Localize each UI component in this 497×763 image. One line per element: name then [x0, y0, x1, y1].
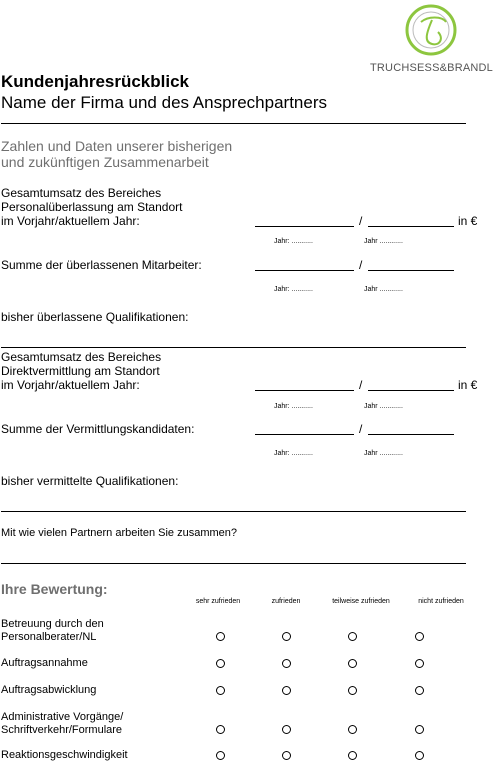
radio-satisfied[interactable]	[282, 725, 291, 734]
q2-slash: /	[359, 258, 363, 272]
rating-col-not-satisfied: nicht zufrieden	[418, 598, 464, 605]
radio-satisfied[interactable]	[282, 686, 291, 695]
radio-satisfied[interactable]	[282, 659, 291, 668]
q3-field[interactable]	[1, 347, 466, 348]
q4-label-line: Gesamtumsatz des Bereiches	[1, 350, 162, 364]
q4-label-line: Direktvermittlung am Standort	[1, 364, 160, 378]
radio-very-satisfied[interactable]	[216, 725, 225, 734]
section-intro	[1, 138, 232, 170]
section-intro-line: Zahlen und Daten unserer bisherigen	[1, 138, 233, 154]
logo-emblem-icon	[366, 0, 497, 64]
q7-label: Mit wie vielen Partnern arbeiten Sie zusammen?	[1, 527, 238, 539]
radio-not-satisfied[interactable]	[415, 632, 424, 641]
radio-very-satisfied[interactable]	[216, 632, 225, 641]
q5-field-prev-year[interactable]	[255, 434, 354, 435]
q4-unit: in €	[458, 378, 478, 392]
q4-year2: Jahr ............	[364, 403, 403, 410]
q2-year2: Jahr ............	[364, 286, 403, 293]
radio-satisfied[interactable]	[282, 751, 291, 760]
rating-row-label-line: Administrative Vorgänge/	[1, 711, 124, 723]
q5-year1: Jahr: ...........	[274, 450, 313, 457]
radio-not-satisfied[interactable]	[415, 725, 424, 734]
rating-heading: Ihre Bewertung:	[1, 581, 108, 597]
section-intro-line: und zukünftigen Zusammenarbeit	[1, 154, 209, 170]
q4-label	[1, 350, 161, 392]
radio-not-satisfied[interactable]	[415, 751, 424, 760]
radio-very-satisfied[interactable]	[216, 659, 225, 668]
rating-row-label-line: Personalberater/NL	[1, 631, 97, 643]
q1-field-prev-year[interactable]	[255, 226, 354, 227]
q1-field-current-year[interactable]	[368, 226, 454, 227]
q4-field-prev-year[interactable]	[255, 390, 354, 391]
radio-partly-satisfied[interactable]	[348, 686, 357, 695]
q5-label: Summe der Vermittlungskandidaten:	[1, 422, 195, 436]
q2-year1: Jahr: ...........	[274, 286, 313, 293]
radio-partly-satisfied[interactable]	[348, 659, 357, 668]
q4-slash: /	[359, 378, 363, 392]
page-subtitle: Name der Firma und des Ansprechpartners	[1, 93, 327, 112]
q4-field-current-year[interactable]	[368, 390, 454, 391]
q1-slash: /	[359, 214, 363, 228]
radio-not-satisfied[interactable]	[415, 686, 424, 695]
q1-label-line: Personalüberlassung am Standort	[1, 200, 183, 214]
q4-label-line: im Vorjahr/aktuellem Jahr:	[1, 378, 140, 392]
q6-field[interactable]	[1, 511, 466, 512]
logo-text: TRUCHSESS&BRANDL	[369, 62, 493, 74]
rating-row-label: Auftragsabwicklung	[1, 684, 97, 696]
q6-label: bisher vermittelte Qualifikationen:	[1, 474, 179, 488]
radio-satisfied[interactable]	[282, 632, 291, 641]
radio-not-satisfied[interactable]	[415, 659, 424, 668]
rating-col-satisfied: zufrieden	[271, 598, 301, 605]
q2-field-prev-year[interactable]	[255, 270, 354, 271]
page-title: Kundenjahresrückblick	[1, 72, 190, 91]
q1-year2: Jahr ............	[364, 238, 403, 245]
q7-field[interactable]	[1, 563, 466, 564]
q1-label	[1, 186, 182, 228]
q2-field-current-year[interactable]	[368, 270, 454, 271]
radio-partly-satisfied[interactable]	[348, 632, 357, 641]
rating-row-label	[1, 618, 104, 644]
q1-label-line: Gesamtumsatz des Bereiches	[1, 186, 162, 200]
radio-very-satisfied[interactable]	[216, 686, 225, 695]
q5-year2: Jahr ............	[364, 450, 403, 457]
title-rule	[1, 123, 466, 124]
q5-slash: /	[359, 422, 363, 436]
rating-row-label: Reaktionsgeschwindigkeit	[1, 749, 128, 761]
rating-row-label	[1, 711, 123, 737]
q5-field-current-year[interactable]	[368, 434, 454, 435]
q3-label: bisher überlassene Qualifikationen:	[1, 310, 189, 324]
radio-partly-satisfied[interactable]	[348, 751, 357, 760]
rating-col-partly-satisfied: teilweise zufrieden	[332, 598, 390, 605]
rating-row-label: Auftragsannahme	[1, 657, 88, 669]
q2-label: Summe der überlassenen Mitarbeiter:	[1, 258, 202, 272]
q1-label-line: im Vorjahr/aktuellem Jahr:	[1, 214, 140, 228]
radio-partly-satisfied[interactable]	[348, 725, 357, 734]
q4-year1: Jahr: ...........	[274, 403, 313, 410]
rating-row-label-line: Schriftverkehr/Formulare	[1, 724, 123, 736]
radio-very-satisfied[interactable]	[216, 751, 225, 760]
q1-unit: in €	[458, 214, 478, 228]
rating-row-label-line: Betreuung durch den	[1, 618, 104, 630]
rating-col-very-satisfied: sehr zufrieden	[195, 598, 241, 605]
q1-year1: Jahr: ...........	[274, 238, 313, 245]
company-logo	[366, 0, 497, 80]
